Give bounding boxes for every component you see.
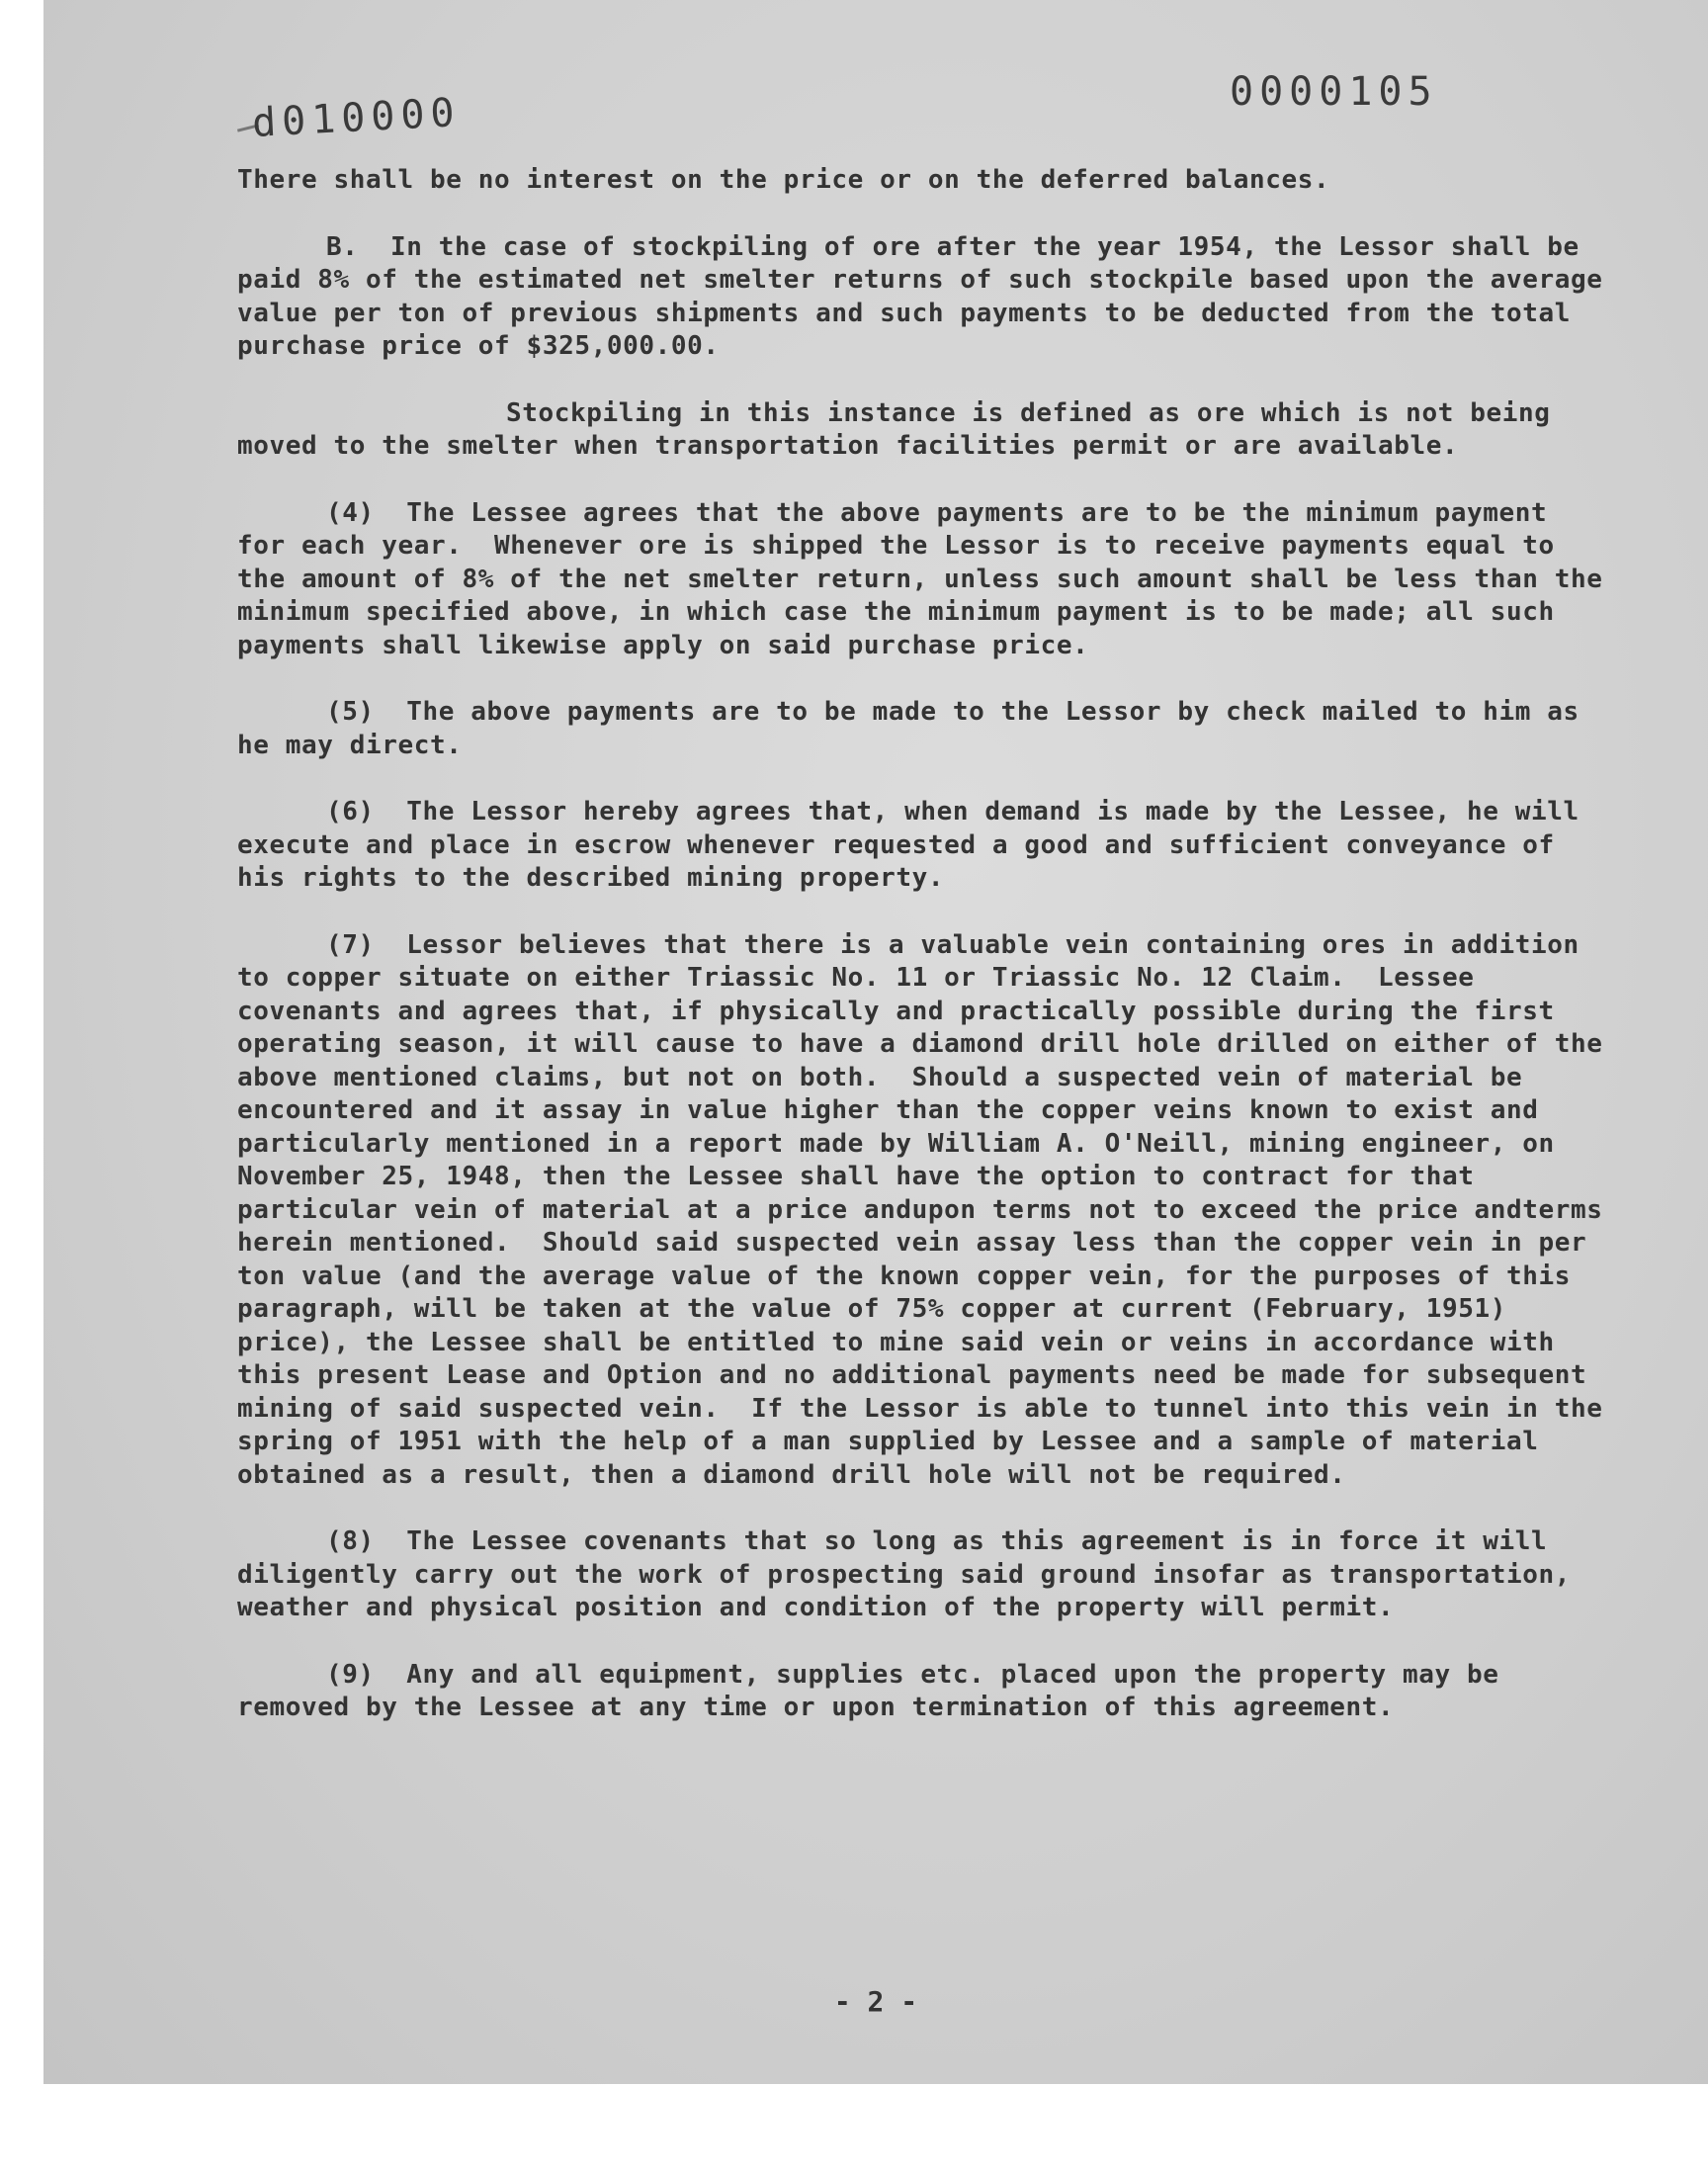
paragraph-7-valuable-vein: (7) Lessor believes that there is a valuable vein containing ores in addition to copper situate on either Triassic No. 11 or Triassic No. 12 Claim. Lessee covenants and agrees that, if physically and practically possible during the first operating season, it will cause to have a diamond drill hole drilled on either of the above mentioned claims, but not on both. Should a suspected vein of material be encountered and it assay in value higher than the copper veins known to exist and particularly mentioned in a report made by William A. O'Neill, mining engineer, on November 25, 1948, then the Lessee shall have the option to contract for that particular vein of material at a price andupon terms not to exceed the price andterms herein mentioned. Should said suspected vein assay less than the copper vein in per ton value (and the average value of the known copper vein, for the purposes of this paragraph, will be taken at the value of 75% copper at current (February, 1951) price), the Lessee shall be entitled to mine said vein or veins in accordance with this present Lease and Option and no additional payments need be made for subsequent mining of said suspected vein. If the Lessor is able to tunnel into this vein in the spring of 1951 with the help of a man supplied by Lessee and a sample of material obtained as a result, then a diamond drill hole will not be required. bbox=[237, 929, 1619, 1490]
paragraph-interest: There shall be no interest on the price or on the deferred balances. bbox=[237, 165, 1330, 195]
paragraph-b-stockpiling: B. In the case of stockpiling of ore after the year 1954, the Lessor shall be paid 8% of the estimated net smelter returns of such stockpile based upon the average value per ton of previous shipments and such payments to be deducted from the total purchase price of $325,000.00. bbox=[237, 231, 1619, 361]
document-body bbox=[237, 164, 1619, 1759]
paragraph-5-payments-by-check: (5) The above payments are to be made to the Lessor by check mailed to him as he may direct. bbox=[237, 697, 1596, 760]
paragraph-stockpiling-definition: Stockpiling in this instance is defined as ore which is not being moved to the smelter when transportation facilities permit or are available. bbox=[237, 397, 1567, 461]
page-number: - 2 - bbox=[833, 1985, 918, 2018]
document-number-stamp: 0000105 bbox=[1230, 69, 1438, 115]
paragraph-4-minimum-payment: (4) The Lessee agrees that the above payments are to be the minimum payment for each year. Whenever ore is shipped the Lessor is to receive payments equal to the amount of 8% of the net smelter return, unless such amount shall be less than the minimum specified above, in which case the minimum payment is to be made; all such payments shall likewise apply on said purchase price. bbox=[237, 497, 1619, 660]
paragraph-8-prospecting: (8) The Lessee covenants that so long as this agreement is in force it will diligently carry out the work of prospecting said ground insofar as transportation, weather and physical position and condition of the property will permit. bbox=[237, 1526, 1587, 1622]
secondary-number-stamp: d010000 bbox=[251, 89, 462, 146]
paragraph-6-escrow: (6) The Lessor hereby agrees that, when demand is made by the Lessee, he will execute and place in escrow whenever requested a good and sufficient conveyance of his rights to the described mining property. bbox=[237, 797, 1596, 893]
document-page bbox=[43, 0, 1708, 2084]
paragraph-9-equipment: (9) Any and all equipment, supplies etc. placed upon the property may be removed by the Lessee at any time or upon termination of this agreement. bbox=[237, 1659, 1515, 1722]
